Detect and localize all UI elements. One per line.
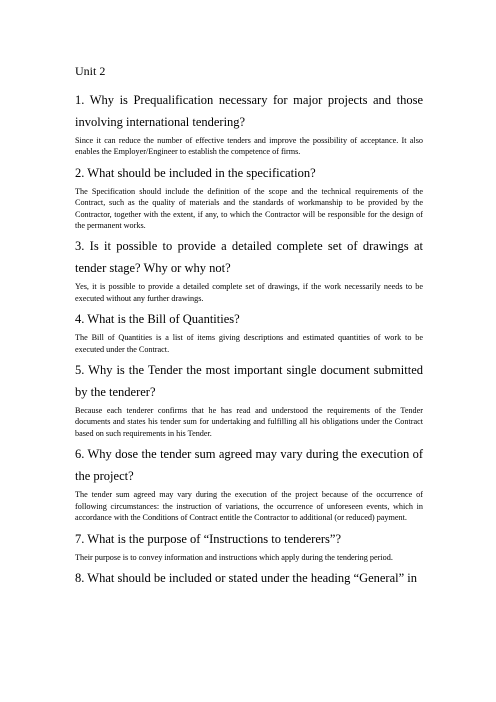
answer-6: The tender sum agreed may vary during the execution of the project because of the occurrence of following circumstances: the instruction of variations, the occurrence of unforeseen events, which in accordance with the Conditions of Contract entitle the Contractor to additional (or reduced) payment. xyxy=(75,490,423,523)
question-1: 1. Why is Prequalification necessary for major projects and those involving international tendering? xyxy=(75,93,423,129)
question-5: 5. Why is the Tender the most important single document submitted by the tenderer? xyxy=(75,363,423,400)
question-4: 4. What is the Bill of Quantities? xyxy=(75,312,240,327)
question-2: 2. What should be included in the specification? xyxy=(75,165,316,180)
unit-title: Unit 2 xyxy=(75,64,106,78)
question-8: 8. What should be included or stated under the heading “General” in xyxy=(75,570,418,585)
answer-2: The Specification should include the definition of the scope and the technical requirements of the Contract, such as the quality of materials and the standards of workmanship to be provided by the Contractor, together with the extent, if any, to which the Contractor will be responsible for the design of the permanent works. xyxy=(75,186,423,231)
answer-3: Yes, it is possible to provide a detailed complete set of drawings, if the work necessarily needs to be executed without any further drawings. xyxy=(75,282,423,303)
answer-5: Because each tenderer confirms that he has read and understood the requirements of the Tender documents and states his tender sum for undertaking and fulfilling all his obligations under the Contract based on such requirements in his Tender. xyxy=(75,406,423,438)
answer-4: The Bill of Quantities is a list of items giving descriptions and estimated quantities of work to be executed under the Contract. xyxy=(75,333,423,354)
question-7: 7. What is the purpose of “Instructions to tenderers”? xyxy=(75,531,342,546)
question-3: 3. Is it possible to provide a detailed complete set of drawings at tender stage? Why or why not? xyxy=(75,239,423,276)
question-6: 6. Why dose the tender sum agreed may vary during the execution of the project? xyxy=(75,447,423,484)
answer-7: Their purpose is to convey information and instructions which apply during the tendering period. xyxy=(75,552,393,562)
answer-1: Since it can reduce the number of effective tenders and improve the possibility of acceptance. It also enables the Employer/Engineer to establish the competence of firms. xyxy=(75,136,423,157)
